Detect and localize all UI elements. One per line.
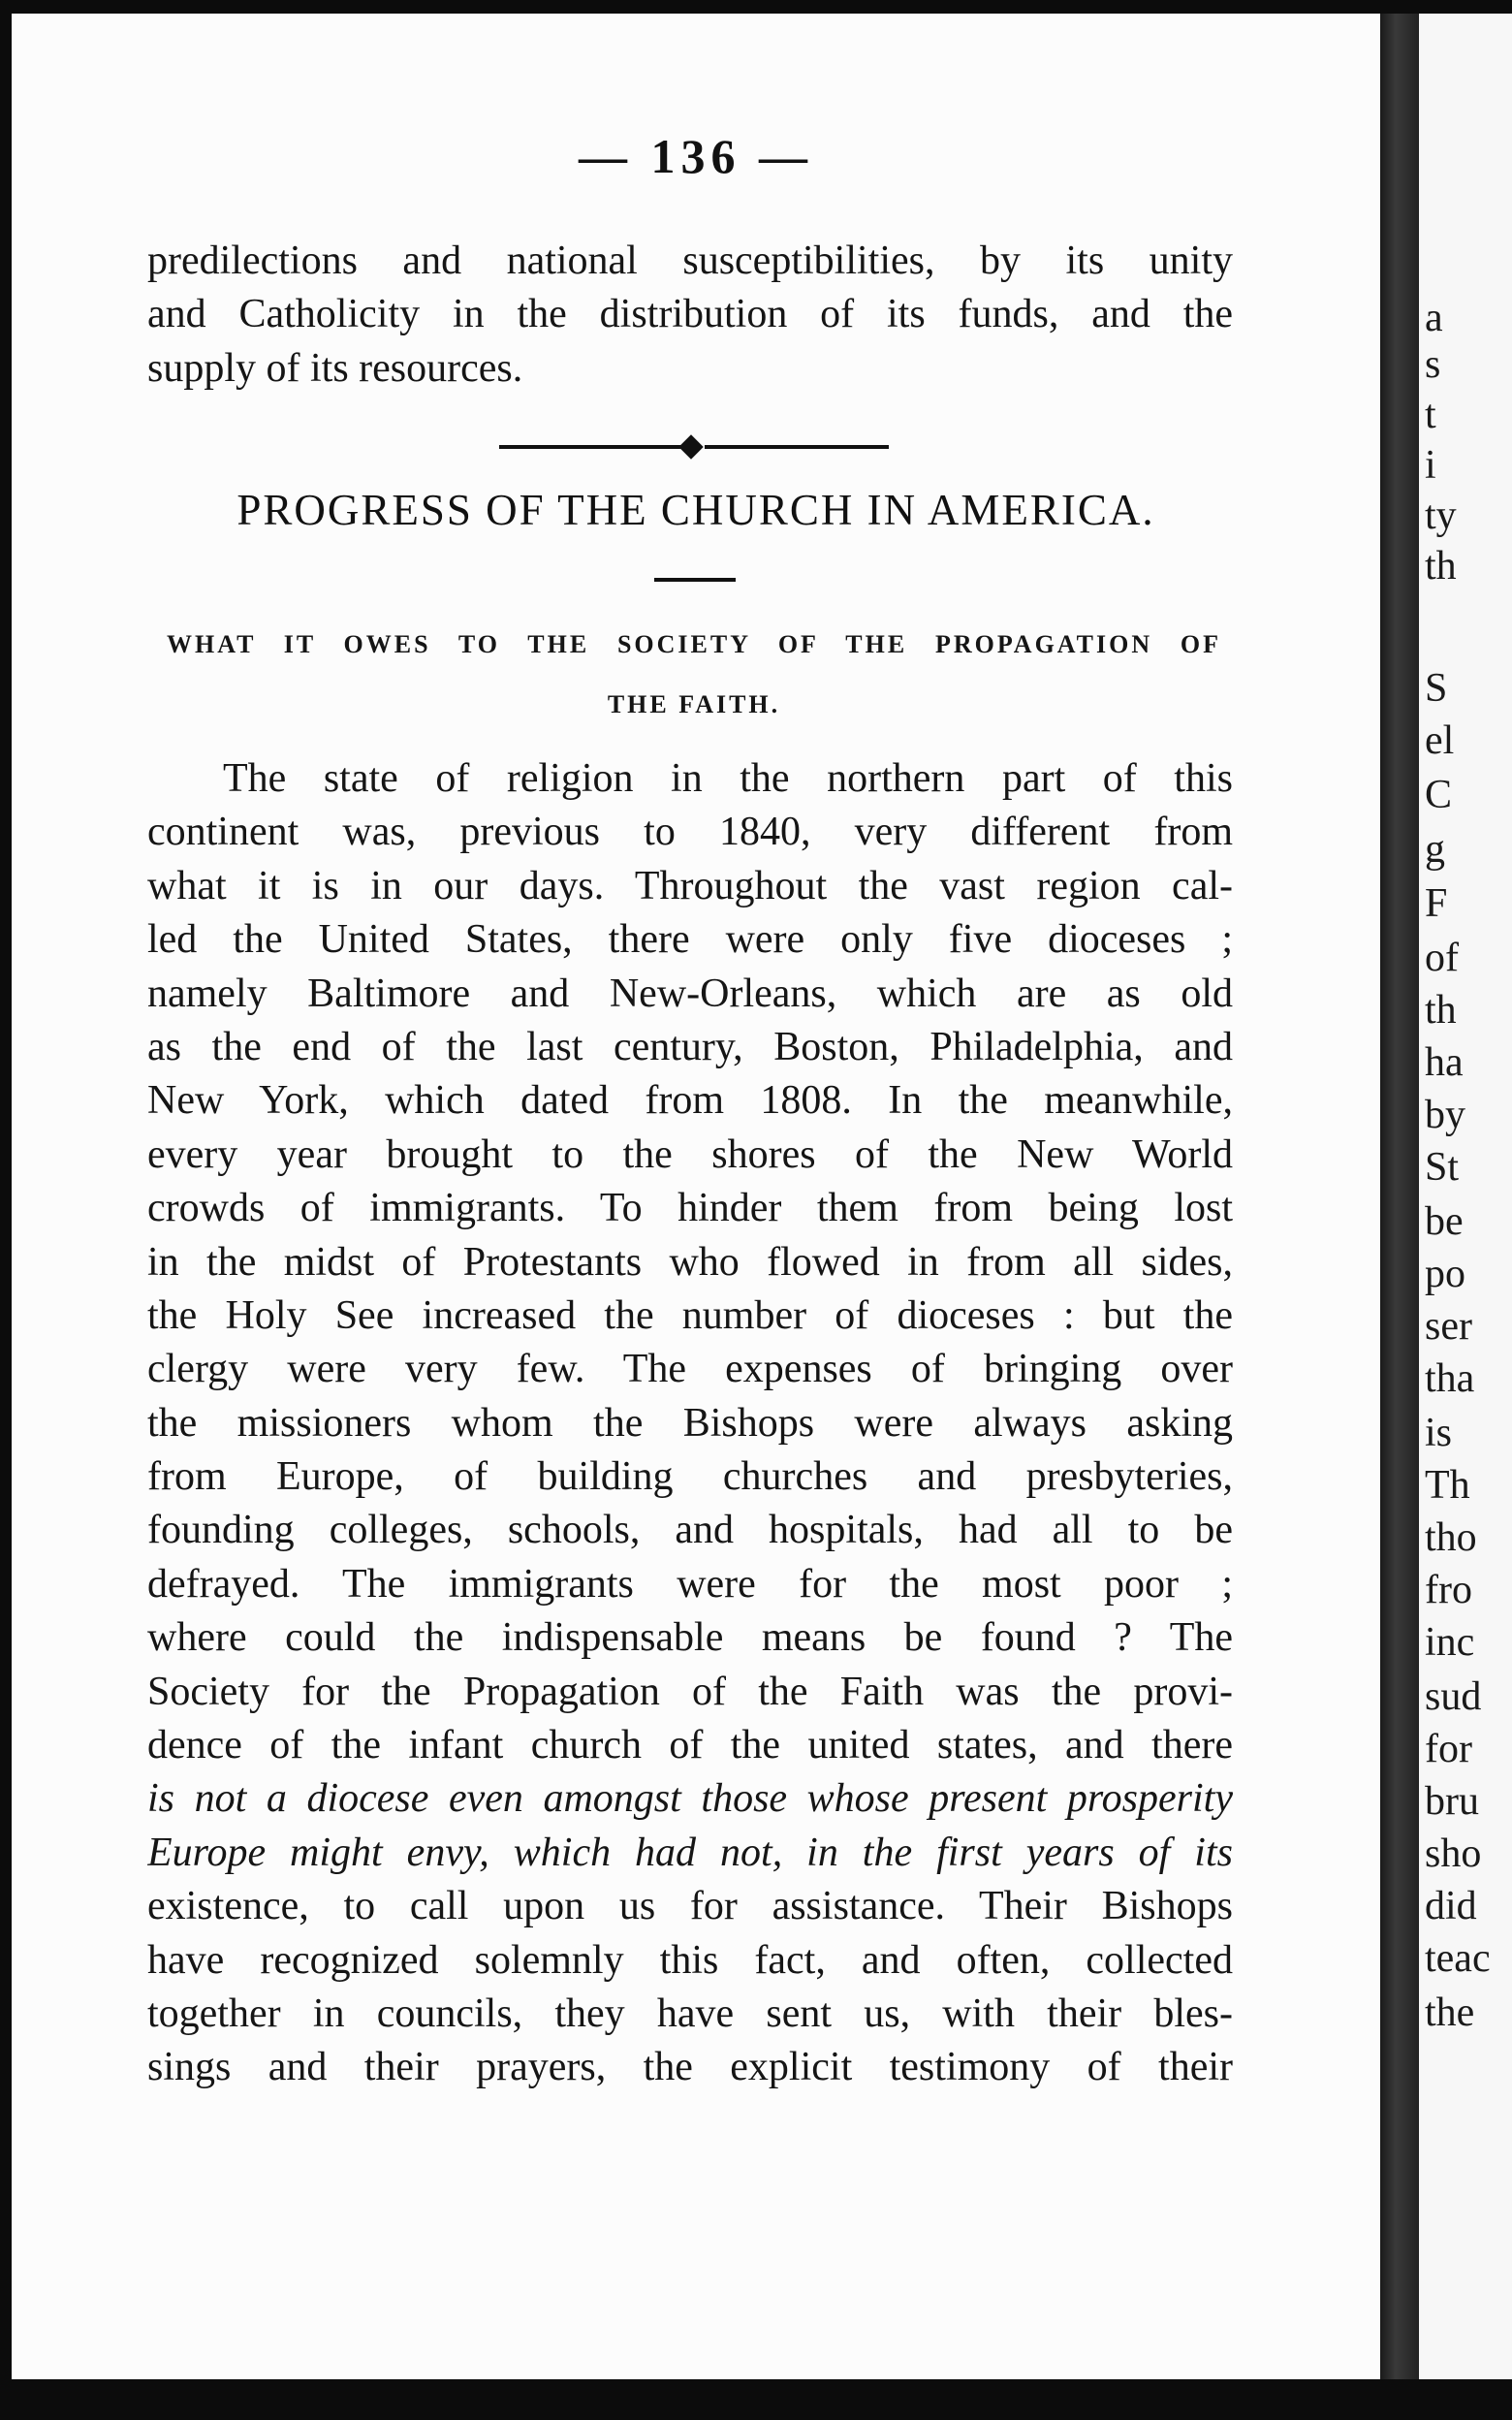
text-line: continent was, previous to 1840, very different from <box>147 810 1233 855</box>
facing-page-fragment: i <box>1425 443 1436 488</box>
opening-paragraph <box>147 235 1233 396</box>
section-divider-ornament <box>499 438 889 456</box>
text-line: The state of religion in the northern part of this <box>223 756 1233 801</box>
text-line: existence, to call upon us for assistance. Their Bishops <box>147 1884 1233 1929</box>
body-paragraph <box>147 752 1233 2095</box>
text-line: led the United States, there were only five dioceses ; <box>147 917 1233 963</box>
facing-page-fragment: sho <box>1425 1831 1482 1876</box>
facing-page-fragment: po <box>1425 1252 1465 1296</box>
facing-page-fragment: S <box>1425 666 1448 711</box>
facing-page-fragment: F <box>1425 881 1448 926</box>
text-line-italic: Europe might envy, which had not, in the first years of its <box>147 1830 1233 1875</box>
facing-page-fragment: of <box>1425 936 1459 980</box>
facing-page-fragment: did <box>1425 1884 1477 1928</box>
facing-page-fragment: sud <box>1425 1674 1482 1719</box>
text-line: dence of the infant church of the united states, and there <box>147 1723 1233 1768</box>
section-subheading-line2: THE FAITH. <box>607 690 781 718</box>
facing-page-fragment: fro <box>1425 1568 1472 1612</box>
page-number: — 136 — <box>579 129 813 183</box>
facing-page-edge <box>1419 14 1512 2379</box>
text-line: New York, which dated from 1808. In the meanwhile, <box>147 1078 1233 1124</box>
facing-page-fragment: for <box>1425 1727 1472 1771</box>
text-line: the Holy See increased the number of dioceses : but the <box>147 1292 1233 1338</box>
section-heading: PROGRESS OF THE CHURCH IN AMERICA. <box>236 486 1155 534</box>
facing-page-fragment: th <box>1425 988 1457 1033</box>
text-line: the missioners whom the Bishops were always asking <box>147 1400 1233 1446</box>
text-line: namely Baltimore and New-Orleans, which are as old <box>147 971 1233 1016</box>
facing-page-fragment: by <box>1425 1093 1465 1137</box>
facing-page-fragment: ha <box>1425 1040 1464 1085</box>
facing-page-fragment: is <box>1425 1411 1453 1455</box>
facing-page-fragment: el <box>1425 718 1455 763</box>
text-line: clergy were very few. The expenses of bringing over <box>147 1347 1233 1392</box>
facing-page-fragment: the <box>1425 1990 1475 2035</box>
text-line: predilections and national susceptibilities, by its unity <box>147 239 1233 283</box>
facing-page-fragment: inc <box>1425 1620 1475 1665</box>
text-line: and Catholicity in the distribution of its funds, and the <box>147 292 1233 337</box>
facing-page-fragment: a <box>1425 296 1443 340</box>
facing-page-fragment: tha <box>1425 1356 1475 1401</box>
facing-page-fragment: g <box>1425 827 1445 872</box>
text-line: what it is in our days. Throughout the vast region cal- <box>147 863 1233 908</box>
text-line: sings and their prayers, the explicit testimony of their <box>147 2045 1233 2090</box>
facing-page-fragment: bru <box>1425 1779 1479 1824</box>
facing-page-fragment: ser <box>1425 1304 1472 1349</box>
text-line: from Europe, of building churches and presbyteries, <box>147 1454 1233 1500</box>
text-line-italic: is not a diocese even amongst those whose present prosperity <box>147 1776 1233 1822</box>
text-line: defrayed. The immigrants were for the most poor ; <box>147 1561 1233 1607</box>
text-line: every year brought to the shores of the New World <box>147 1131 1233 1177</box>
facing-page-fragment: teac <box>1425 1936 1491 1981</box>
facing-page-fragment: ty <box>1425 494 1457 538</box>
text-line: as the end of the last century, Boston, Philadelphia, and <box>147 1024 1233 1069</box>
facing-page-fragment: th <box>1425 544 1457 589</box>
text-line: have recognized solemnly this fact, and often, collected <box>147 1937 1233 1983</box>
facing-page-fragment: be <box>1425 1199 1464 1244</box>
text-line: supply of its resources. <box>147 345 523 391</box>
text-line: where could the indispensable means be found ? The <box>147 1615 1233 1661</box>
text-line: Society for the Propagation of the Faith was the provi- <box>147 1669 1233 1714</box>
facing-page-fragment: t <box>1425 393 1436 437</box>
text-line: in the midst of Protestants who flowed in from all sides, <box>147 1239 1233 1285</box>
text-line: together in councils, they have sent us, with their bles- <box>147 1990 1233 2036</box>
facing-page-fragment: s <box>1425 342 1441 387</box>
facing-page-fragment: St <box>1425 1145 1460 1190</box>
text-line: crowds of immigrants. To hinder them from being lost <box>147 1186 1233 1231</box>
facing-page-fragment: tho <box>1425 1515 1477 1560</box>
facing-page-fragment: C <box>1425 773 1453 817</box>
section-subheading-line1: WHAT IT OWES TO THE SOCIETY OF THE PROPAGATION OF <box>167 630 1221 658</box>
text-line: founding colleges, schools, and hospitals, had all to be <box>147 1508 1233 1553</box>
book-page <box>12 14 1380 2379</box>
heading-rule <box>654 578 736 582</box>
facing-page-fragment: Th <box>1425 1463 1470 1508</box>
book-gutter-shadow <box>1380 14 1419 2379</box>
